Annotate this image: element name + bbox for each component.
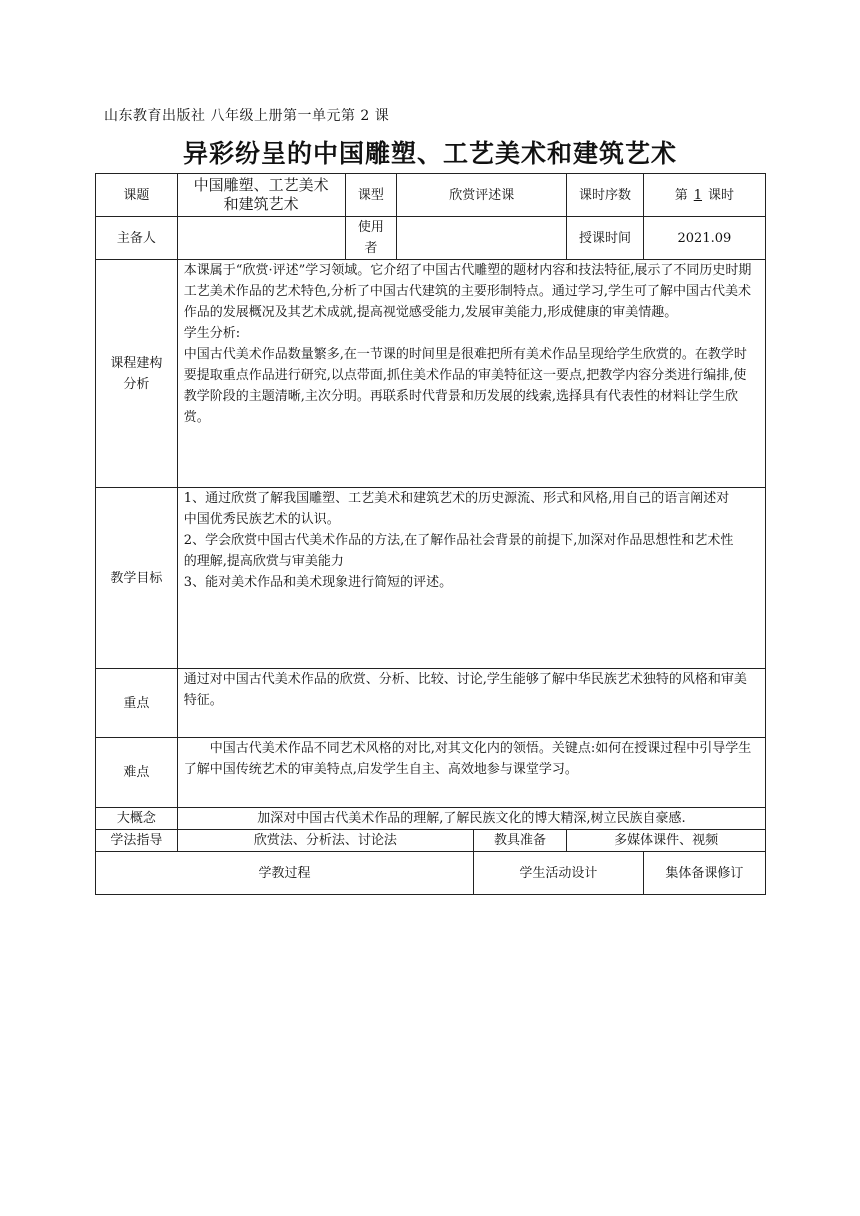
period-suffix: 课时 (708, 187, 735, 203)
difficulty-text: 中国古代美术作品不同艺术风格的对比,对其文化内的领悟。关键点:如何在授课过程中引导学生了解中国传统艺术的审美特点,启发学生自主、高效地参与课堂学习。 (177, 738, 765, 808)
tools-label: 教具准备 (473, 830, 566, 852)
row-preparer (96, 217, 766, 260)
difficulty-label: 难点 (96, 738, 178, 808)
user-value (397, 217, 567, 260)
key-point-label: 重点 (96, 669, 178, 738)
preparer-label: 主备人 (96, 217, 178, 260)
tools-value: 多媒体课件、视频 (567, 830, 766, 852)
date-label: 授课时间 (567, 217, 644, 260)
goal-line-3: 2、学会欣赏中国古代美术作品的方法,在了解作品社会背景的前提下,加深对作品思想性和艺术性 (183, 533, 734, 548)
big-concept-label: 大概念 (96, 808, 178, 830)
period-number: 1 (693, 187, 703, 203)
lesson-plan-table (95, 173, 766, 895)
analysis-label-line-1: 课程建构 (110, 355, 163, 371)
big-concept-text: 加深对中国古代美术作品的理解,了解民族文化的博大精深,树立民族自豪感. (177, 808, 765, 830)
row-process-header (96, 852, 766, 895)
method-value: 欣赏法、分析法、讨论法 (177, 830, 473, 852)
date-value: 2021.09 (643, 217, 765, 260)
analysis-paragraph-2: 中国古代美术作品数量繁多,在一节课的时间里是很难把所有美术作品呈现给学生欣赏的。在教学时要提取重点作品进行研究,以点带面,抓住美术作品的审美特征这一要点,把教学内容分类进行编排,使教学阶段的主题清晰,主次分明。再联系时代背景和历发展的线索,选择具有代表性的材料让学生欣赏。 (183, 347, 747, 425)
row-goals (96, 488, 766, 669)
row-topic (96, 174, 766, 217)
row-method (96, 830, 766, 852)
row-big-concept (96, 808, 766, 830)
row-analysis (96, 260, 766, 488)
topic-label: 课题 (96, 174, 178, 217)
row-key-point (96, 669, 766, 738)
method-label: 学法指导 (96, 830, 178, 852)
period-value (643, 174, 765, 217)
goal-line-4: 的理解,提高欣赏与审美能力 (183, 554, 344, 569)
type-label: 课型 (345, 174, 397, 217)
type-value: 欣赏评述课 (397, 174, 567, 217)
preparer-value (177, 217, 345, 260)
analysis-label (96, 260, 178, 488)
goal-line-5: 3、能对美术作品和美术现象进行简短的评述。 (183, 575, 453, 590)
goal-line-1: 1、通过欣赏了解我国雕塑、工艺美术和建筑艺术的历史源流、形式和风格,用自己的语言阐述对 (183, 491, 730, 506)
user-label: 使用者 (345, 217, 397, 260)
analysis-paragraph-1: 本课属于“欣赏·评述”学习领域。它介绍了中国古代雕塑的题材内容和技法特征,展示了不同历史时期工艺美术作品的艺术特色,分析了中国古代建筑的主要形制特点。通过学习,学生可了解中国古代美术作品的发展概况及其艺术成就,提高视觉感受能力,发展审美能力,形成健康的审美情趣。 (183, 263, 752, 320)
process-col-3: 集体备课修订 (643, 852, 765, 895)
topic-value (177, 174, 345, 217)
topic-line-1: 中国雕塑、工艺美术 (193, 176, 329, 194)
process-col-1: 学教过程 (96, 852, 474, 895)
goals-label: 教学目标 (96, 488, 178, 669)
publisher-line: 山东教育出版社 八年级上册第一单元第 2 课 (104, 108, 390, 124)
period-label: 课时序数 (567, 174, 644, 217)
analysis-content (177, 260, 765, 488)
process-col-2: 学生活动设计 (473, 852, 643, 895)
page-title: 异彩纷呈的中国雕塑、工艺美术和建筑艺术 (182, 139, 677, 168)
period-prefix: 第 (674, 187, 688, 203)
goal-line-2: 中国优秀民族艺术的认识。 (183, 512, 340, 527)
row-difficulty (96, 738, 766, 808)
key-point-text: 通过对中国古代美术作品的欣赏、分析、比较、讨论,学生能够了解中华民族艺术独特的风格和审美特征。 (177, 669, 765, 738)
student-analysis-heading: 学生分析: (183, 326, 241, 341)
topic-line-2: 和建筑艺术 (223, 195, 299, 213)
analysis-label-line-2: 分析 (123, 376, 150, 392)
goals-content (177, 488, 765, 669)
